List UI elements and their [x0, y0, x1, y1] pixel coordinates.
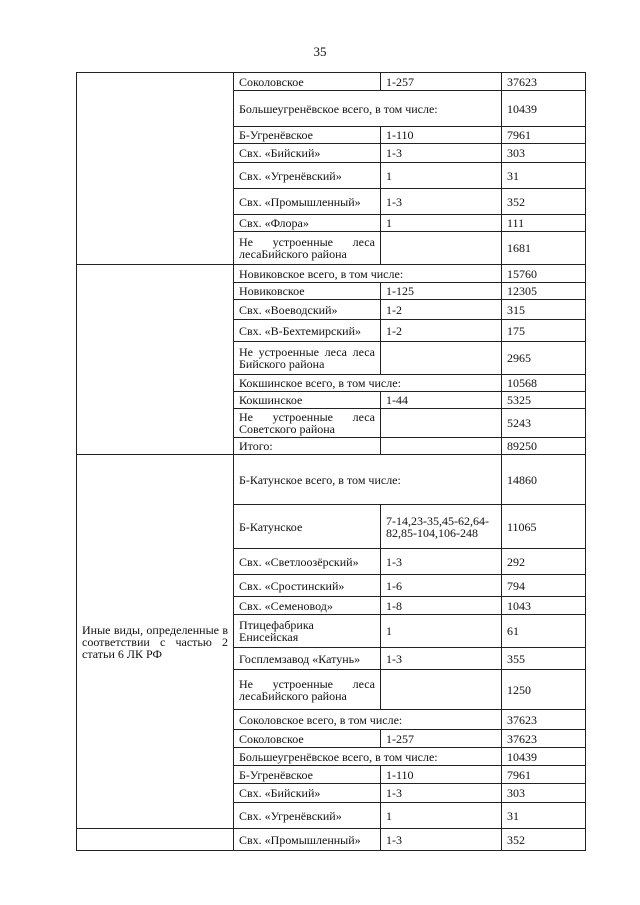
forest-name-cell: Свх. «Флора»: [234, 215, 381, 232]
quarter-numbers-cell: 1-44: [381, 392, 502, 409]
area-cell: 352: [502, 829, 586, 851]
forest-name-cell: Свх. «В-Бехтемирский»: [234, 320, 381, 342]
forest-name-cell: Соколовское: [234, 730, 381, 748]
quarter-numbers-cell: 1-110: [381, 127, 502, 144]
area-cell: 10568: [502, 375, 586, 392]
forest-name-cell: Большеугренёвское всего, в том числе:: [234, 91, 502, 127]
area-cell: 315: [502, 300, 586, 320]
area-cell: 15760: [502, 265, 586, 283]
area-cell: 5325: [502, 392, 586, 409]
table-row: [77, 829, 586, 851]
area-cell: 303: [502, 784, 586, 803]
table-row: [77, 265, 586, 283]
forest-name-cell: Соколовское всего, в том числе:: [234, 710, 502, 730]
quarter-numbers-cell: 1: [381, 215, 502, 232]
quarter-numbers-cell: 1-3: [381, 648, 502, 670]
quarter-numbers-cell: [381, 409, 502, 438]
area-cell: 10439: [502, 91, 586, 127]
quarter-numbers-cell: 1-2: [381, 300, 502, 320]
forest-name-cell: Госплемзавод «Катунь»: [234, 648, 381, 670]
area-cell: 175: [502, 320, 586, 342]
area-cell: 1043: [502, 597, 586, 615]
quarter-numbers-cell: 1-3: [381, 784, 502, 803]
quarter-numbers-cell: [381, 438, 502, 455]
forest-name-cell: Свх. «Угренёвский»: [234, 163, 381, 189]
area-cell: 89250: [502, 438, 586, 455]
forest-name-cell: Не устроенные леса лесаБийского района: [234, 670, 381, 710]
quarter-numbers-cell: 1-3: [381, 144, 502, 163]
table-row: [77, 455, 586, 505]
forest-name-cell: Новиковское всего, в том числе:: [234, 265, 502, 283]
area-cell: 2965: [502, 342, 586, 375]
forest-name-cell: Новиковское: [234, 283, 381, 300]
area-cell: 303: [502, 144, 586, 163]
forest-name-cell: Свх. «Промышленный»: [234, 829, 381, 851]
forest-name-cell: Свх. «Бийский»: [234, 144, 381, 163]
area-cell: 61: [502, 615, 586, 648]
area-cell: 1250: [502, 670, 586, 710]
quarter-numbers-cell: 1-3: [381, 829, 502, 851]
area-cell: 1681: [502, 232, 586, 265]
quarter-numbers-cell: [381, 670, 502, 710]
area-cell: 352: [502, 189, 586, 215]
area-cell: 355: [502, 648, 586, 670]
forest-name-cell: Не устроенные леса лесаБийского района: [234, 232, 381, 265]
category-text: Иные виды, определенные в соответствии с частью 2 статьи 6 ЛК РФ: [82, 622, 228, 661]
forest-name-cell: Птицефабрика Енисейская: [234, 615, 381, 648]
forest-name-cell: Б-Катунское: [234, 505, 381, 549]
quarter-numbers-cell: 1-3: [381, 549, 502, 575]
area-cell: 794: [502, 575, 586, 597]
area-cell: 31: [502, 163, 586, 189]
quarter-numbers-cell: 1-110: [381, 766, 502, 784]
forest-name-cell: Свх. «Бийский»: [234, 784, 381, 803]
forest-name-cell: Свх. «Угренёвский»: [234, 803, 381, 829]
forest-name-cell: Б-Катунское всего, в том числе:: [234, 455, 502, 505]
quarter-numbers-cell: [381, 232, 502, 265]
category-cell: [77, 455, 234, 829]
quarter-numbers-cell: 1: [381, 803, 502, 829]
area-cell: 10439: [502, 748, 586, 766]
forest-name-cell: Кокшинское: [234, 392, 381, 409]
forest-name-cell: Свх. «Промышленный»: [234, 189, 381, 215]
quarter-numbers-cell: 1-2: [381, 320, 502, 342]
area-cell: 11065: [502, 505, 586, 549]
forest-name-cell: Свх. «Семеновод»: [234, 597, 381, 615]
area-cell: 7961: [502, 766, 586, 784]
category-cell: [77, 73, 234, 265]
page-number: 35: [313, 44, 327, 59]
quarter-numbers-cell: 1-6: [381, 575, 502, 597]
area-cell: 14860: [502, 455, 586, 505]
area-cell: 37623: [502, 710, 586, 730]
area-cell: 292: [502, 549, 586, 575]
quarter-numbers-cell: 1-257: [381, 730, 502, 748]
forest-name-cell: Б-Угренёвское: [234, 127, 381, 144]
forest-name-cell: Итого:: [234, 438, 381, 455]
forest-areas-table: [76, 72, 586, 851]
quarter-numbers-cell: 1: [381, 163, 502, 189]
quarter-numbers-cell: 7-14,23-35,45-62,64-82,85-104,106-248: [381, 505, 502, 549]
quarter-numbers-cell: 1-125: [381, 283, 502, 300]
area-cell: 7961: [502, 127, 586, 144]
forest-name-cell: Не устроенные леса леса Бийского района: [234, 342, 381, 375]
area-cell: 5243: [502, 409, 586, 438]
forest-name-cell: Большеугренёвское всего, в том числе:: [234, 748, 502, 766]
table-row: [77, 73, 586, 91]
quarter-numbers-cell: 1: [381, 615, 502, 648]
quarter-numbers-cell: 1-3: [381, 189, 502, 215]
forest-name-cell: Кокшинское всего, в том числе:: [234, 375, 502, 392]
forest-name-cell: Свх. «Сростинский»: [234, 575, 381, 597]
category-cell: [77, 265, 234, 455]
quarter-numbers-cell: 1-8: [381, 597, 502, 615]
area-cell: 111: [502, 215, 586, 232]
forest-name-cell: Соколовское: [234, 73, 381, 91]
forest-name-cell: Свх. «Воеводский»: [234, 300, 381, 320]
forest-name-cell: Не устроенные леса Советского района: [234, 409, 381, 438]
area-cell: 37623: [502, 73, 586, 91]
area-cell: 12305: [502, 283, 586, 300]
category-cell: [77, 829, 234, 851]
quarter-numbers-cell: 1-257: [381, 73, 502, 91]
area-cell: 31: [502, 803, 586, 829]
area-cell: 37623: [502, 730, 586, 748]
quarter-numbers-cell: [381, 342, 502, 375]
forest-name-cell: Свх. «Светлоозёрский»: [234, 549, 381, 575]
forest-name-cell: Б-Угренёвское: [234, 766, 381, 784]
